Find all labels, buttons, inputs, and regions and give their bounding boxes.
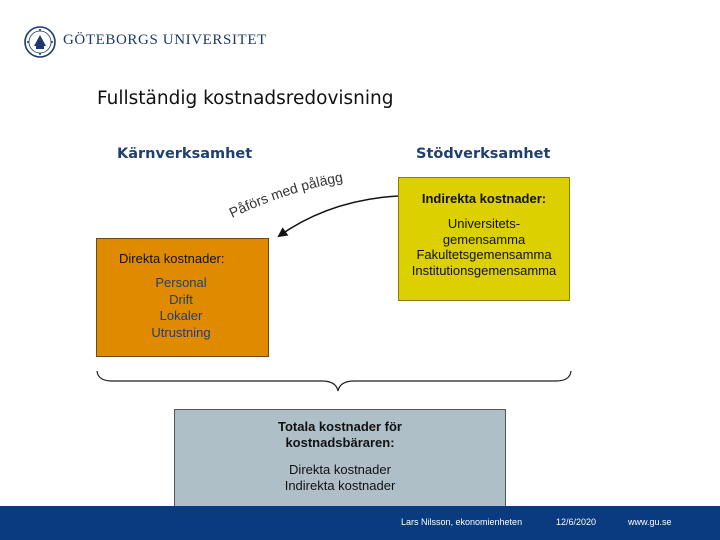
footer-date: 12/6/2020: [556, 517, 597, 527]
grouping-brace: [97, 371, 571, 391]
indirect-costs-box: [398, 177, 570, 301]
total-costs-title-line: Totala kostnader för: [277, 419, 402, 434]
footer-author: Lars Nilsson, ekonomienheten: [401, 517, 523, 527]
direct-costs-list: [97, 275, 265, 341]
arrow-label: Påförs med pålägg: [226, 168, 345, 221]
direct-cost-item: Utrustning: [151, 324, 211, 340]
indirect-cost-item: gemensamma: [442, 231, 526, 247]
direct-cost-item: Lokaler: [159, 308, 203, 323]
total-costs-list: [175, 462, 505, 494]
total-costs-title: [175, 419, 505, 451]
page-title: Fullständig kostnadsredovisning: [97, 88, 394, 109]
heading-support-activity: Stödverksamhet: [416, 146, 551, 162]
indirect-cost-item: Universitets-: [447, 216, 521, 231]
heading-core-activity: Kärnverksamhet: [117, 146, 253, 162]
total-cost-item: Direkta kostnader: [289, 462, 391, 477]
total-costs-title-line: kostnadsbäraren:: [285, 435, 395, 450]
indirect-cost-item: Fakultetsgemensamma: [416, 247, 552, 262]
footer-website: www.gu.se: [628, 517, 672, 527]
indirect-costs-title: Indirekta kostnader:: [421, 191, 547, 206]
footer-bar: [0, 506, 720, 540]
direct-costs-box: [96, 238, 269, 357]
total-costs-box: [174, 409, 506, 507]
cost-allocation-arrow: [279, 196, 398, 236]
indirect-cost-item: Institutionsgemensamma: [411, 262, 557, 278]
university-seal-icon: [24, 26, 56, 58]
university-logo-text: GÖTEBORGS UNIVERSITET: [63, 32, 267, 48]
indirect-costs-list: [399, 216, 569, 278]
total-cost-item: Indirekta kostnader: [284, 478, 396, 493]
direct-cost-item: Drift: [169, 291, 193, 307]
direct-cost-item: Personal: [155, 275, 207, 290]
direct-costs-title: Direkta kostnader:: [119, 251, 225, 266]
